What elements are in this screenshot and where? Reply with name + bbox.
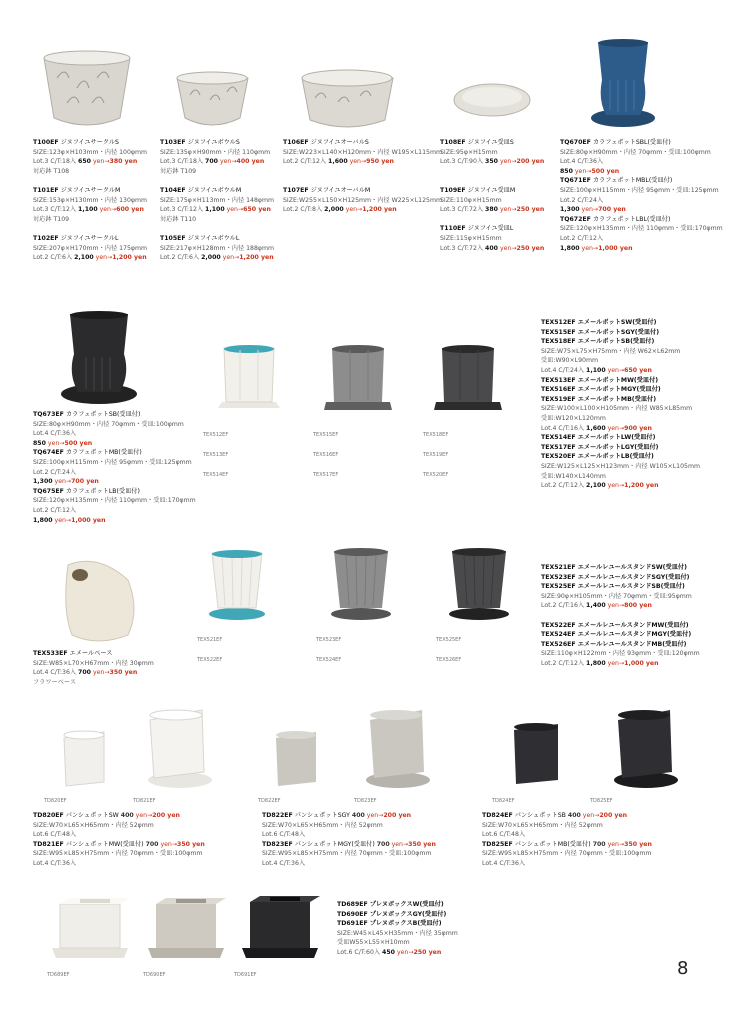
panche-pot-black-small-image bbox=[510, 722, 562, 788]
product-size: SIZE:135φ×H90mm・内径 110φmm bbox=[160, 148, 271, 156]
product-lot: Lot.4 C/T:36入 bbox=[33, 430, 77, 438]
product-lot: Lot.3 C/T:72入 bbox=[440, 206, 484, 214]
product-code: T109EF bbox=[440, 186, 466, 194]
product-lot: Lot.2 C/T:24入 bbox=[560, 196, 604, 204]
new-price: 200 yen bbox=[516, 158, 545, 166]
product-tag: TEX517EF bbox=[313, 472, 339, 478]
product-lot: Lot.3 C/T:12入 bbox=[33, 206, 77, 214]
jinufeuille-saucer-image bbox=[452, 80, 532, 120]
product-lot: Lot.2 C/T:12入 bbox=[541, 482, 585, 490]
product-size: SIZE:175φ×H113mm・内径 148φmm bbox=[160, 196, 275, 204]
product-tag: TEX524EF bbox=[316, 657, 342, 663]
product-size: SIZE:W70×L65×H65mm・内径 52φmm bbox=[33, 821, 154, 829]
product-code: TD824EF bbox=[482, 812, 513, 819]
old-price: 1,800 bbox=[560, 244, 580, 252]
product-name: カラフェポットSBL(受皿付) bbox=[592, 139, 671, 146]
jinufeuille-circle-text: T100EF ジヌフイユサークルS SIZE:123φ×H103mm・内径 100φmm Lot.3 C/T:18入 650 yen→380 yen 対応鉢 T108 T101EF ジヌフイユサークルM SIZE:153φ×H130mm・内径 130φmm Lot.3 C/T:12入 1,100 yen→600 yen 対応鉢 T109 T102EF ジヌフイユサークルL SIZE:207φ×H170mm・内径 175φmm Lot.2 C/T:6入 2,100 yen→1,200 yen bbox=[33, 139, 148, 262]
old-price: 1,600 bbox=[586, 424, 606, 432]
product-size: SIZE:W100×L100×H105mm・内径 W85×L85mm bbox=[541, 405, 693, 413]
product-tag: TD825EF bbox=[590, 798, 613, 804]
pleine-box-text: TD689EF プレヌボックスW(受皿付) TD690EF プレヌボックスGY(受皿付) TD691EF プレヌボックスB(受皿付) SIZE:W45×L45×H35mm・内径 35φmm 受皿W55×L55×H10mm Lot.6 C/T:60入 450 yen→250 yen bbox=[337, 901, 458, 956]
product-tag: TEX515EF bbox=[313, 432, 339, 438]
old-price: 1,100 bbox=[586, 366, 606, 374]
old-price: 2,100 bbox=[586, 482, 606, 490]
old-price: 1,800 bbox=[586, 659, 606, 667]
old-price: 1,400 bbox=[586, 602, 606, 610]
old-price: 1,600 bbox=[328, 158, 348, 166]
product-lot: Lot.6 C/T:48入 bbox=[482, 831, 526, 839]
product-code: TQ672EF bbox=[560, 215, 591, 223]
product-lot: Lot.4 C/T:36入 bbox=[33, 859, 77, 867]
pleine-box-white-image bbox=[50, 898, 130, 964]
product-size: SIZE:95φ×H15mm bbox=[440, 148, 498, 156]
product-size: SIZE:217φ×H128mm・内径 188φmm bbox=[160, 244, 275, 252]
jinufeuille-oval-image bbox=[300, 68, 395, 132]
new-price: 1,200 yen bbox=[362, 206, 397, 214]
new-price: 250 yen bbox=[413, 948, 442, 956]
product-lot: Lot.4 C/T:16入 bbox=[541, 424, 585, 432]
matching-saucer: 対応鉢 T110 bbox=[160, 215, 197, 223]
product-lot: Lot.4 C/T:36入 bbox=[33, 669, 77, 677]
product-size: SIZE:123φ×H103mm・内径 100φmm bbox=[33, 148, 148, 156]
product-name: エメールベース bbox=[69, 650, 113, 657]
jinufeuille-bowl-text: T103EF ジヌフイユボウルS SIZE:135φ×H90mm・内径 110φmm Lot.3 C/T:18入 700 yen→400 yen 対応鉢 T109 T104EF ジヌフイユボウルM SIZE:175φ×H113mm・内径 148φmm Lot.3 C/T:12入 1,100 yen→650 yen 対応鉢 T110 T105EF ジヌフイユボウルL SIZE:217φ×H128mm・内径 188φmm Lot.2 C/T:6入 2,000 yen→1,200 yen bbox=[160, 139, 275, 262]
product-code: T102EF bbox=[33, 234, 59, 242]
product-name: TEX516EF エメールポットMGY(受皿付) bbox=[541, 386, 661, 394]
product-lot: Lot.2 C/T:12入 bbox=[560, 234, 604, 242]
product-name: TEX522EF エメールレユールスタンドMW(受皿付) bbox=[541, 621, 689, 629]
new-price: 380 yen bbox=[109, 158, 138, 166]
product-name: TEX518EF エメールポットSB(受皿付) bbox=[541, 338, 655, 346]
old-price: 700 bbox=[376, 840, 390, 848]
emaille-pot-text: TEX512EF エメールポットSW(受皿付) TEX515EF エメールポットSGY(受皿付) TEX518EF エメールポットSB(受皿付) SIZE:W75×L75×H75mm・内径 W62×L62mm 受皿:W90×L90mm Lot.4 C/T:24入 1,100 yen→650 yen TEX513EF エメールポットMW(受皿付) TEX516EF エメールポットMGY(受皿付) TEX519EF エメールポットMB(受皿付) SIZE:W100×L100×H105mm・内径 W85×L85mm 受皿:W120×L120mm Lot.4 C/T:16入 1,600 yen→900 yen TEX514EF エメールポットLW(受皿付) TEX517EF エメールポットLGY(受皿付) TEX520EF エメールポットLB(受皿付) SIZE:W125×L125×H123mm・内径 W105×L105mm 受皿:W140×L140mm Lot.2 C/T:12入 2,100 yen→1,200 yen bbox=[541, 319, 701, 490]
jinufeuille-oval-text: T106EF ジヌフイユオーバルS SIZE:W223×L140×H120mm・内径 W195×L115mm Lot.2 C/T:12入 1,600 yen→950 yen T107EF ジヌフイユオーバルM SIZE:W255×L150×H125mm・内径 W225×L125mm Lot.2 C/T:8入 2,000 yen→1,200 yen bbox=[283, 139, 443, 214]
product-tag: TD821EF bbox=[133, 798, 156, 804]
carafe-pot-blue-text: TQ670EF カラフェポットSBL(受皿付) SIZE:80φ×H90mm・内径 70φmm・受皿:100φmm Lot.4 C/T:36入 850 yen→500 yen TQ671EF カラフェポットMBL(受皿付) SIZE:100φ×H115mm・内径 95φmm・受皿:125φmm Lot.2 C/T:24入 1,300 yen→700 yen TQ672EF カラフェポットLBL(受皿付) SIZE:120φ×H135mm・内径 110φmm・受皿:170φmm Lot.2 C/T:12入 1,800 yen→1,000 yen bbox=[560, 139, 723, 252]
new-price: 800 yen bbox=[624, 602, 652, 610]
product-name: ジヌフイユサークルM bbox=[60, 186, 121, 194]
product-lot: Lot.2 C/T:12入 bbox=[283, 158, 327, 166]
product-code: T104EF bbox=[160, 186, 186, 194]
product-name: TEX514EF エメールポットLW(受皿付) bbox=[541, 434, 656, 442]
new-price: 600 yen bbox=[116, 206, 144, 214]
emaille-pot-white-image bbox=[214, 344, 284, 414]
product-name: カラフェポットSB(受皿付) bbox=[65, 411, 141, 418]
product-name: ジヌフイユボウルM bbox=[187, 186, 242, 194]
product-lot: Lot.4 C/T:36入 bbox=[262, 859, 306, 867]
product-size: SIZE:100φ×H115mm・内径 95φmm・受皿:125φmm bbox=[560, 186, 719, 194]
product-code: TD823EF bbox=[262, 840, 293, 848]
product-tag: TD820EF bbox=[44, 798, 67, 804]
product-size: SIZE:90φ×H105mm・内径 70φmm・受皿:95φmm bbox=[541, 592, 692, 600]
product-lot: Lot.2 C/T:16入 bbox=[541, 602, 585, 610]
old-price: 700 bbox=[205, 158, 218, 166]
emaille-stand-black-image bbox=[446, 548, 512, 622]
new-price: 1,200 yen bbox=[239, 254, 274, 262]
new-price: 1,200 yen bbox=[624, 482, 659, 490]
product-name: TEX523EF エメールレユールスタンドSGY(受皿付) bbox=[541, 573, 690, 581]
emaille-stand-text: TEX521EF エメールレユールスタンドSW(受皿付) TEX523EF エメールレユールスタンドSGY(受皿付) TEX525EF エメールレユールスタンドSB(受皿付) SIZE:90φ×H105mm・内径 70φmm・受皿:95φmm Lot.2 C/T:16入 1,400 yen→800 yen TEX522EF エメールレユールスタンドMW(受皿付) TEX524EF エメールレユールスタンドMGY(受皿付) TEX526EF エメールレユールスタンドMB(受皿付) SIZE:110φ×H122mm・内径 93φmm・受皿:120φmm Lot.2 C/T:12入 1,800 yen→1,000 yen bbox=[541, 564, 700, 667]
new-price: 350 yen bbox=[624, 840, 652, 848]
product-name: ジヌフイユボウルS bbox=[187, 139, 240, 146]
new-price: 900 yen bbox=[624, 424, 652, 432]
product-name: TEX525EF エメールレユールスタンドSB(受皿付) bbox=[541, 583, 685, 591]
product-name: TEX519EF エメールポットMB(受皿付) bbox=[541, 395, 657, 403]
product-code: TD821EF bbox=[33, 840, 64, 848]
old-price: 650 bbox=[78, 158, 91, 166]
matching-saucer: 対応鉢 T109 bbox=[160, 167, 197, 175]
old-price: 1,800 bbox=[33, 516, 53, 524]
product-size: SIZE:80φ×H90mm・内径 70φmm・受皿:100φmm bbox=[33, 420, 184, 428]
product-code: TQ671EF bbox=[560, 177, 591, 185]
product-lot: Lot.3 C/T:12入 bbox=[160, 206, 204, 214]
product-name: TEX524EF エメールレユールスタンドMGY(受皿付) bbox=[541, 631, 692, 639]
product-code: TD820EF bbox=[33, 812, 64, 819]
old-price: 700 bbox=[78, 669, 91, 677]
product-name: TD690EF プレヌボックスGY(受皿付) bbox=[337, 910, 447, 918]
carafe-pot-black-text: TQ673EF カラフェポットSB(受皿付) SIZE:80φ×H90mm・内径 70φmm・受皿:100φmm Lot.4 C/T:36入 850 yen→500 yen TQ674EF カラフェポットMB(受皿付) SIZE:100φ×H115mm・内径 95φmm・受皿:125φmm Lot.2 C/T:24入 1,300 yen→700 yen TQ675EF カラフェポットLB(受皿付) SIZE:120φ×H135mm・内径 110φmm・受皿:170φmm Lot.2 C/T:12入 1,800 yen→1,000 yen bbox=[33, 411, 196, 524]
jinufeuille-bowl-image bbox=[175, 70, 250, 128]
emaille-pot-grey-image bbox=[322, 344, 394, 414]
product-name: パンシュポットMB(受皿付) bbox=[514, 840, 591, 848]
product-tag: TD691EF bbox=[234, 972, 257, 978]
new-price: 500 yen bbox=[591, 167, 620, 175]
new-price: 350 yen bbox=[109, 669, 138, 677]
product-tag: TEX522EF bbox=[197, 657, 223, 663]
product-lot: Lot.2 C/T:12入 bbox=[541, 659, 585, 667]
product-note: フラワーベース bbox=[33, 678, 77, 686]
panche-pot-grey-large-image bbox=[360, 708, 432, 790]
emaille-stand-grey-image bbox=[328, 548, 394, 622]
product-name: ジヌフイユ受皿S bbox=[467, 139, 514, 146]
panche-pot-grey-small-image bbox=[272, 730, 320, 790]
product-size: SIZE:120φ×H135mm・内径 110φmm・受皿:170φmm bbox=[33, 497, 196, 505]
old-price: 400 bbox=[567, 812, 581, 819]
new-price: 500 yen bbox=[64, 439, 93, 447]
product-size: SIZE:W70×L65×H65mm・内径 52φmm bbox=[482, 821, 603, 829]
product-name: TEX521EF エメールレユールスタンドSW(受皿付) bbox=[541, 564, 687, 571]
product-code: T103EF bbox=[160, 139, 186, 146]
old-price: 350 bbox=[485, 158, 498, 166]
product-name: ジヌフイユサークルL bbox=[60, 234, 119, 242]
old-price: 850 bbox=[560, 167, 573, 175]
product-tag: TD690EF bbox=[143, 972, 166, 978]
product-name: TEX526EF エメールレユールスタンドMB(受皿付) bbox=[541, 640, 687, 648]
product-saucer-size: 受皿W55×L55×H10mm bbox=[337, 939, 410, 947]
new-price: 700 yen bbox=[71, 478, 99, 486]
product-code: TQ673EF bbox=[33, 411, 64, 418]
product-name: TEX513EF エメールポットMW(受皿付) bbox=[541, 376, 659, 384]
old-price: 1,300 bbox=[560, 206, 580, 214]
product-size: SIZE:W75×L75×H75mm・内径 W62×L62mm bbox=[541, 347, 681, 355]
new-price: 200 yen bbox=[152, 812, 180, 819]
product-size: SIZE:W125×L125×H123mm・内径 W105×L105mm bbox=[541, 462, 701, 470]
product-code: T110EF bbox=[440, 225, 466, 233]
new-price: 200 yen bbox=[599, 812, 628, 819]
jinufeuille-circle-pot-image bbox=[42, 48, 132, 133]
product-code: TEX533EF bbox=[33, 650, 68, 657]
product-size: SIZE:207φ×H170mm・内径 175φmm bbox=[33, 244, 148, 252]
product-lot: Lot.6 C/T:60入 bbox=[337, 948, 381, 956]
old-price: 450 bbox=[382, 948, 395, 956]
product-size: SIZE:W95×L85×H75mm・内径 70φmm・受皿:100φmm bbox=[482, 850, 652, 858]
product-lot: Lot.2 C/T:6入 bbox=[33, 254, 73, 262]
product-tag: TD824EF bbox=[492, 798, 515, 804]
product-name: TEX517EF エメールポットLGY(受皿付) bbox=[541, 443, 659, 451]
product-lot: Lot.2 C/T:24入 bbox=[33, 468, 77, 476]
product-code: T105EF bbox=[160, 234, 186, 242]
panche-pot-black-large-image bbox=[610, 708, 680, 790]
pleine-box-black-image bbox=[240, 896, 320, 964]
product-name: カラフェポットMBL(受皿付) bbox=[592, 177, 673, 185]
panche-pot-white-small-image bbox=[60, 730, 108, 790]
product-tag: TEX514EF bbox=[203, 472, 229, 478]
old-price: 1,100 bbox=[205, 206, 225, 214]
product-name: パンシュポットSB bbox=[514, 812, 566, 819]
old-price: 400 bbox=[351, 812, 365, 819]
old-price: 1,100 bbox=[78, 206, 98, 214]
new-price: 250 yen bbox=[516, 244, 545, 252]
product-name: パンシュポットMW(受皿付) bbox=[65, 840, 144, 848]
product-saucer-size: 受皿:W90×L90mm bbox=[541, 357, 599, 365]
new-price: 250 yen bbox=[516, 206, 545, 214]
panche-pot-white-text: TD820EF パンシュポットSW 400 yen→200 yen SIZE:W70×L65×H65mm・内径 52φmm Lot.6 C/T:48入 TD821EF パンシュポットMW(受皿付) 700 yen→350 yen SIZE:W95×L85×H75mm・内径 70φmm・受皿:100φmm Lot.4 C/T:36入 bbox=[33, 812, 205, 867]
product-name: パンシュポットMGY(受皿付) bbox=[294, 840, 375, 848]
product-name: TD691EF プレヌボックスB(受皿付) bbox=[337, 920, 442, 928]
emaille-vase-image bbox=[58, 555, 140, 647]
product-tag: TEX521EF bbox=[197, 637, 223, 643]
panche-pot-grey-text: TD822EF パンシュポットSGY 400 yen→200 yen SIZE:W70×L65×H65mm・内径 52φmm Lot.6 C/T:48入 TD823EF パンシュポットMGY(受皿付) 700 yen→350 yen SIZE:W95×L85×H75mm・内径 70φmm・受皿:100φmm Lot.4 C/T:36入 bbox=[262, 812, 436, 867]
product-size: SIZE:W223×L140×H120mm・内径 W195×L115mm bbox=[283, 148, 443, 156]
matching-saucer: 対応鉢 T109 bbox=[33, 215, 70, 223]
product-saucer-size: 受皿:W120×L120mm bbox=[541, 414, 606, 422]
product-lot: Lot.2 C/T:8入 bbox=[283, 206, 323, 214]
product-lot: Lot.3 C/T:18入 bbox=[33, 158, 77, 166]
product-tag: TEX519EF bbox=[423, 452, 449, 458]
panche-pot-black-text: TD824EF パンシュポットSB 400 yen→200 yen SIZE:W70×L65×H65mm・内径 52φmm Lot.6 C/T:48入 TD825EF パンシュポットMB(受皿付) 700 yen→350 yen SIZE:W95×L85×H75mm・内径 70φmm・受皿:100φmm Lot.4 C/T:36入 bbox=[482, 812, 652, 867]
new-price: 1,000 yen bbox=[624, 659, 659, 667]
product-code: T108EF bbox=[440, 139, 466, 146]
product-code: TD822EF bbox=[262, 812, 293, 819]
product-size: SIZE:W95×L85×H75mm・内径 70φmm・受皿:100φmm bbox=[33, 850, 203, 858]
product-saucer-size: 受皿:W140×L140mm bbox=[541, 472, 606, 480]
matching-saucer: 対応鉢 T108 bbox=[33, 167, 70, 175]
old-price: 2,000 bbox=[324, 206, 344, 214]
new-price: 650 yen bbox=[624, 366, 652, 374]
product-lot: Lot.6 C/T:48入 bbox=[262, 831, 306, 839]
product-code: TQ675EF bbox=[33, 487, 64, 495]
product-lot: Lot.2 C/T:6入 bbox=[160, 254, 200, 262]
product-name: TEX515EF エメールポットSGY(受皿付) bbox=[541, 328, 660, 336]
product-lot: Lot.2 C/T:12入 bbox=[33, 506, 77, 514]
new-price: 200 yen bbox=[383, 812, 412, 819]
product-code: TQ670EF bbox=[560, 139, 591, 146]
product-tag: TD823EF bbox=[354, 798, 377, 804]
product-tag: TEX516EF bbox=[313, 452, 339, 458]
product-name: ジヌフイユ受皿L bbox=[467, 225, 514, 233]
product-tag: TD689EF bbox=[47, 972, 70, 978]
emaille-stand-white-image bbox=[206, 550, 268, 622]
product-name: カラフェポットLB(受皿付) bbox=[65, 487, 140, 495]
product-name: ジヌフイユ受皿M bbox=[467, 186, 516, 194]
product-name: カラフェポットMB(受皿付) bbox=[65, 449, 142, 457]
product-size: SIZE:115φ×H15mm bbox=[440, 234, 502, 242]
product-size: SIZE:W255×L150×H125mm・内径 W225×L125mm bbox=[283, 196, 443, 204]
product-tag: TEX520EF bbox=[423, 472, 449, 478]
product-code: T100EF bbox=[33, 139, 59, 146]
old-price: 850 bbox=[33, 439, 46, 447]
old-price: 700 bbox=[145, 840, 159, 848]
product-size: SIZE:W70×L65×H65mm・内径 52φmm bbox=[262, 821, 383, 829]
old-price: 400 bbox=[485, 244, 498, 252]
product-lot: Lot.6 C/T:48入 bbox=[33, 831, 77, 839]
product-size: SIZE:153φ×H130mm・内径 130φmm bbox=[33, 196, 148, 204]
new-price: 950 yen bbox=[366, 158, 394, 166]
product-size: SIZE:110φ×H15mm bbox=[440, 196, 502, 204]
carafe-pot-black-image bbox=[58, 312, 140, 407]
product-name: ジヌフイユボウルL bbox=[187, 234, 240, 242]
product-tag: TD822EF bbox=[258, 798, 281, 804]
product-tag: TEX513EF bbox=[203, 452, 229, 458]
product-code: TD825EF bbox=[482, 840, 513, 848]
product-name: TEX512EF エメールポットSW(受皿付) bbox=[541, 319, 657, 326]
product-size: SIZE:W95×L85×H75mm・内径 70φmm・受皿:100φmm bbox=[262, 850, 432, 858]
page-number: 8 bbox=[677, 958, 689, 979]
new-price: 1,000 yen bbox=[598, 244, 633, 252]
product-size: SIZE:100φ×H115mm・内径 95φmm・受皿:125φmm bbox=[33, 458, 192, 466]
panche-pot-white-large-image bbox=[140, 708, 212, 790]
product-size: SIZE:80φ×H90mm・内径 70φmm・受皿:100φmm bbox=[560, 148, 711, 156]
product-name: ジヌフイユサークルS bbox=[60, 139, 119, 146]
old-price: 2,100 bbox=[74, 254, 94, 262]
product-size: SIZE:120φ×H135mm・内径 110φmm・受皿:170φmm bbox=[560, 225, 723, 233]
product-size: SIZE:W45×L45×H35mm・内径 35φmm bbox=[337, 929, 458, 937]
product-name: パンシュポットSW bbox=[65, 812, 119, 819]
product-lot: Lot.3 C/T:90入 bbox=[440, 158, 484, 166]
new-price: 700 yen bbox=[598, 206, 626, 214]
product-name: TEX520EF エメールポットLB(受皿付) bbox=[541, 453, 654, 461]
product-lot: Lot.3 C/T:18入 bbox=[160, 158, 204, 166]
product-code: T101EF bbox=[33, 186, 59, 194]
product-name: ジヌフイユオーバルM bbox=[310, 186, 371, 194]
emaille-pot-black-image bbox=[432, 344, 504, 414]
product-size: SIZE:110φ×H122mm・内径 93φmm・受皿:120φmm bbox=[541, 650, 700, 658]
product-tag: TEX512EF bbox=[203, 432, 229, 438]
new-price: 350 yen bbox=[177, 840, 205, 848]
jinufeuille-saucer-text: T108EF ジヌフイユ受皿S SIZE:95φ×H15mm Lot.3 C/T:90入 350 yen→200 yen T109EF ジヌフイユ受皿M SIZE:110φ×H15mm Lot.3 C/T:72入 380 yen→250 yen T110EF ジヌフイユ受皿L SIZE:115φ×H15mm Lot.3 C/T:72入 400 yen→250 yen bbox=[440, 139, 545, 252]
product-code: TQ674EF bbox=[33, 449, 64, 457]
product-tag: TEX525EF bbox=[436, 637, 462, 643]
product-lot: Lot.4 C/T:36入 bbox=[560, 158, 604, 166]
product-name: カラフェポットLBL(受皿付) bbox=[592, 215, 671, 223]
product-name: ジヌフイユオーバルS bbox=[310, 139, 369, 146]
product-lot: Lot.3 C/T:72入 bbox=[440, 244, 484, 252]
product-tag: TEX523EF bbox=[316, 637, 342, 643]
old-price: 2,000 bbox=[201, 254, 221, 262]
pleine-box-grey-image bbox=[146, 898, 226, 964]
product-lot: Lot.4 C/T:24入 bbox=[541, 366, 585, 374]
old-price: 400 bbox=[120, 812, 134, 819]
emaille-vase-text: TEX533EF エメールベース SIZE:W85×L70×H67mm・内径 30φmm Lot.4 C/T:36入 700 yen→350 yen フラワーベース bbox=[33, 650, 154, 686]
new-price: 400 yen bbox=[236, 158, 265, 166]
product-name: パンシュポットSGY bbox=[294, 812, 350, 819]
product-size: SIZE:W85×L70×H67mm・内径 30φmm bbox=[33, 659, 154, 667]
product-tag: TEX526EF bbox=[436, 657, 462, 663]
carafe-pot-blue-image bbox=[588, 40, 658, 132]
new-price: 1,200 yen bbox=[112, 254, 147, 262]
product-name: TD689EF プレヌボックスW(受皿付) bbox=[337, 901, 444, 908]
new-price: 350 yen bbox=[408, 840, 436, 848]
product-tag: TEX518EF bbox=[423, 432, 449, 438]
new-price: 1,000 yen bbox=[71, 516, 106, 524]
old-price: 380 bbox=[485, 206, 498, 214]
product-lot: Lot.4 C/T:36入 bbox=[482, 859, 526, 867]
product-code: T107EF bbox=[283, 186, 309, 194]
old-price: 700 bbox=[592, 840, 606, 848]
product-code: T106EF bbox=[283, 139, 309, 146]
old-price: 1,300 bbox=[33, 478, 53, 486]
new-price: 650 yen bbox=[243, 206, 271, 214]
